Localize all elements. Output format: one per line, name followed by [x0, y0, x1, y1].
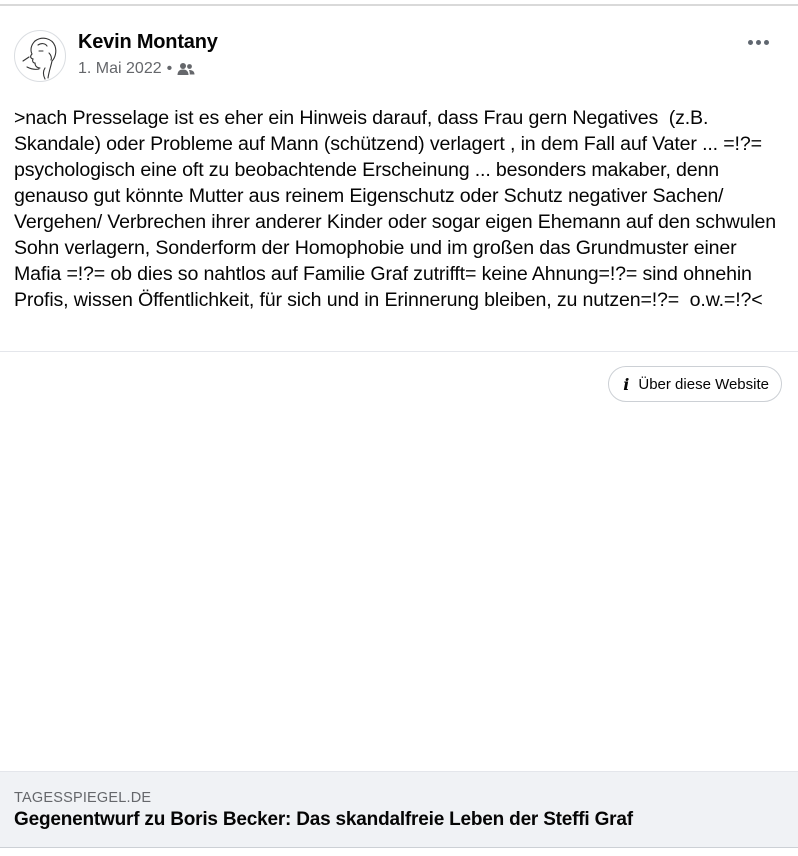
avatar-sketch-icon — [15, 31, 66, 82]
info-icon: i — [623, 374, 630, 394]
post-header — [14, 30, 784, 86]
link-preview-card[interactable] — [0, 771, 798, 847]
avatar[interactable] — [14, 30, 66, 82]
about-website-button[interactable] — [608, 366, 782, 402]
about-website-label: Über diese Website — [638, 375, 769, 393]
link-domain: TAGESSPIEGEL.DE — [14, 790, 152, 806]
post-date[interactable]: 1. Mai 2022 — [78, 60, 162, 77]
post-meta — [78, 60, 195, 78]
more-options-button[interactable] — [740, 30, 776, 54]
friends-icon — [177, 62, 195, 76]
more-dot — [756, 40, 761, 45]
post-text: >nach Presselage ist es eher ein Hinweis darauf, dass Frau gern Negatives (z.B. Skandale) oder Probleme auf Mann (schützend) verlagert , in dem Fall auf Vater ... =!?= psychologisch eine oft zu beobachtende Erscheinung ... besonders makaber, denn genauso gut könnte Mutter aus reinem Eigenschutz oder Schutz negativer Sachen/ Vergehen/ Verbrechen ihrer anderer Kinder oder sogar eigen Ehemann auf den schwulen Sohn verlagern, Sonderform der Homophobie und im großen das Grundmuster einer Mafia =!?= ob dies so nahtlos auf Familie Graf zutrifft= keine Ahnung=!?= sind ohnehin Profis, wissen Öffentlichkeit, für sich und in Erinnerung bleiben, zu nutzen=!?= o.w.=!?< — [14, 107, 782, 311]
link-title[interactable]: Gegenentwurf zu Boris Becker: Das skandalfreie Leben der Steffi Graf — [14, 809, 633, 830]
bottom-divider — [0, 847, 798, 848]
more-dot — [764, 40, 769, 45]
more-dot — [748, 40, 753, 45]
author-name[interactable]: Kevin Montany — [78, 31, 218, 53]
top-divider — [0, 4, 798, 6]
content-divider — [0, 351, 798, 352]
meta-separator: • — [166, 60, 173, 77]
